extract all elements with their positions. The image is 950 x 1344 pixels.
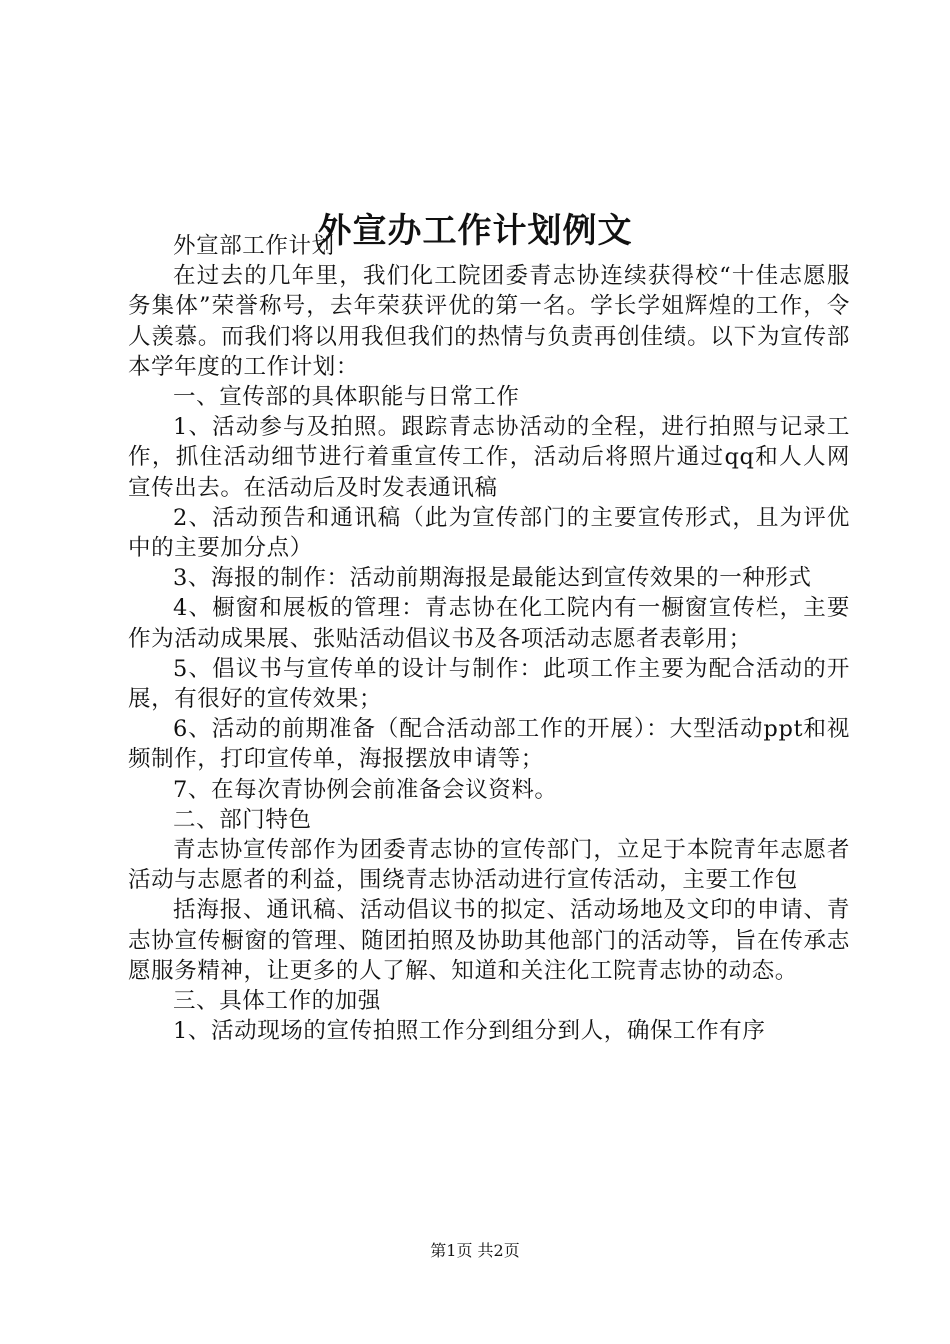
paragraph-item: 6、活动的前期准备（配合活动部工作的开展）：大型活动ppt和视频制作，打印宣传单，海报摆放申请等； — [128, 716, 850, 773]
document-title: 外宣办工作计划例文 — [317, 210, 633, 251]
paragraph-item: 1、活动现场的宣传拍照工作分到组分到人，确保工作有序 — [173, 1018, 766, 1045]
paragraph-item: 2、活动预告和通讯稿（此为宣传部门的主要宣传形式，且为评优中的主要加分点） — [128, 504, 850, 562]
paragraph-item: 7、在每次青协例会前准备会议资料。 — [173, 776, 558, 803]
paragraph-features-continued: 括海报、通讯稿、活动倡议书的拟定、活动场地及文印的申请、青志协宣传橱窗的管理、随团拍照及协助其他部门的活动等，旨在传承志愿服务精神，让更多的人了解、知道和关注化工院青志协的动态。 — [128, 897, 850, 984]
paragraph-features: 青志协宣传部作为团委青志协的宣传部门，立足于本院青年志愿者活动与志愿者的利益，围绕青志协活动进行宣传活动，主要工作包 — [128, 837, 850, 894]
document-body — [128, 231, 850, 1046]
page-number: 第1页 共2页 — [430, 1241, 520, 1260]
paragraph-item: 5、倡议书与宣传单的设计与制作：此项工作主要为配合活动的开展，有很好的宣传效果； — [128, 655, 850, 713]
section-heading-duties: 一、宣传部的具体职能与日常工作 — [173, 384, 520, 411]
paragraph-subtitle: 外宣部工作计划 — [173, 233, 335, 259]
section-heading-features: 二、部门特色 — [173, 806, 312, 833]
section-heading-improvement: 三、具体工作的加强 — [173, 988, 381, 1015]
paragraph-item: 3、海报的制作：活动前期海报是最能达到宣传效果的一种形式 — [173, 565, 812, 592]
paragraph-intro: 在过去的几年里，我们化工院团委青志协连续获得校“十佳志愿服务集体”荣誉称号，去年荣获评优的第一名。学长学姐辉煌的工作，令人羡慕。而我们将以用我但我们的热情与负责再创佳绩。以下为宣传部本学年度的工作计划： — [128, 263, 850, 380]
paragraph-item: 1、活动参与及拍照。跟踪青志协活动的全程，进行拍照与记录工作，抓住活动细节进行着重宣传工作，活动后将照片通过qq和人人网宣传出去。在活动后及时发表通讯稿 — [128, 414, 850, 501]
paragraph-item: 4、橱窗和展板的管理：青志协在化工院内有一橱窗宣传栏，主要作为活动成果展、张贴活动倡议书及各项活动志愿者表彰用； — [128, 595, 850, 652]
